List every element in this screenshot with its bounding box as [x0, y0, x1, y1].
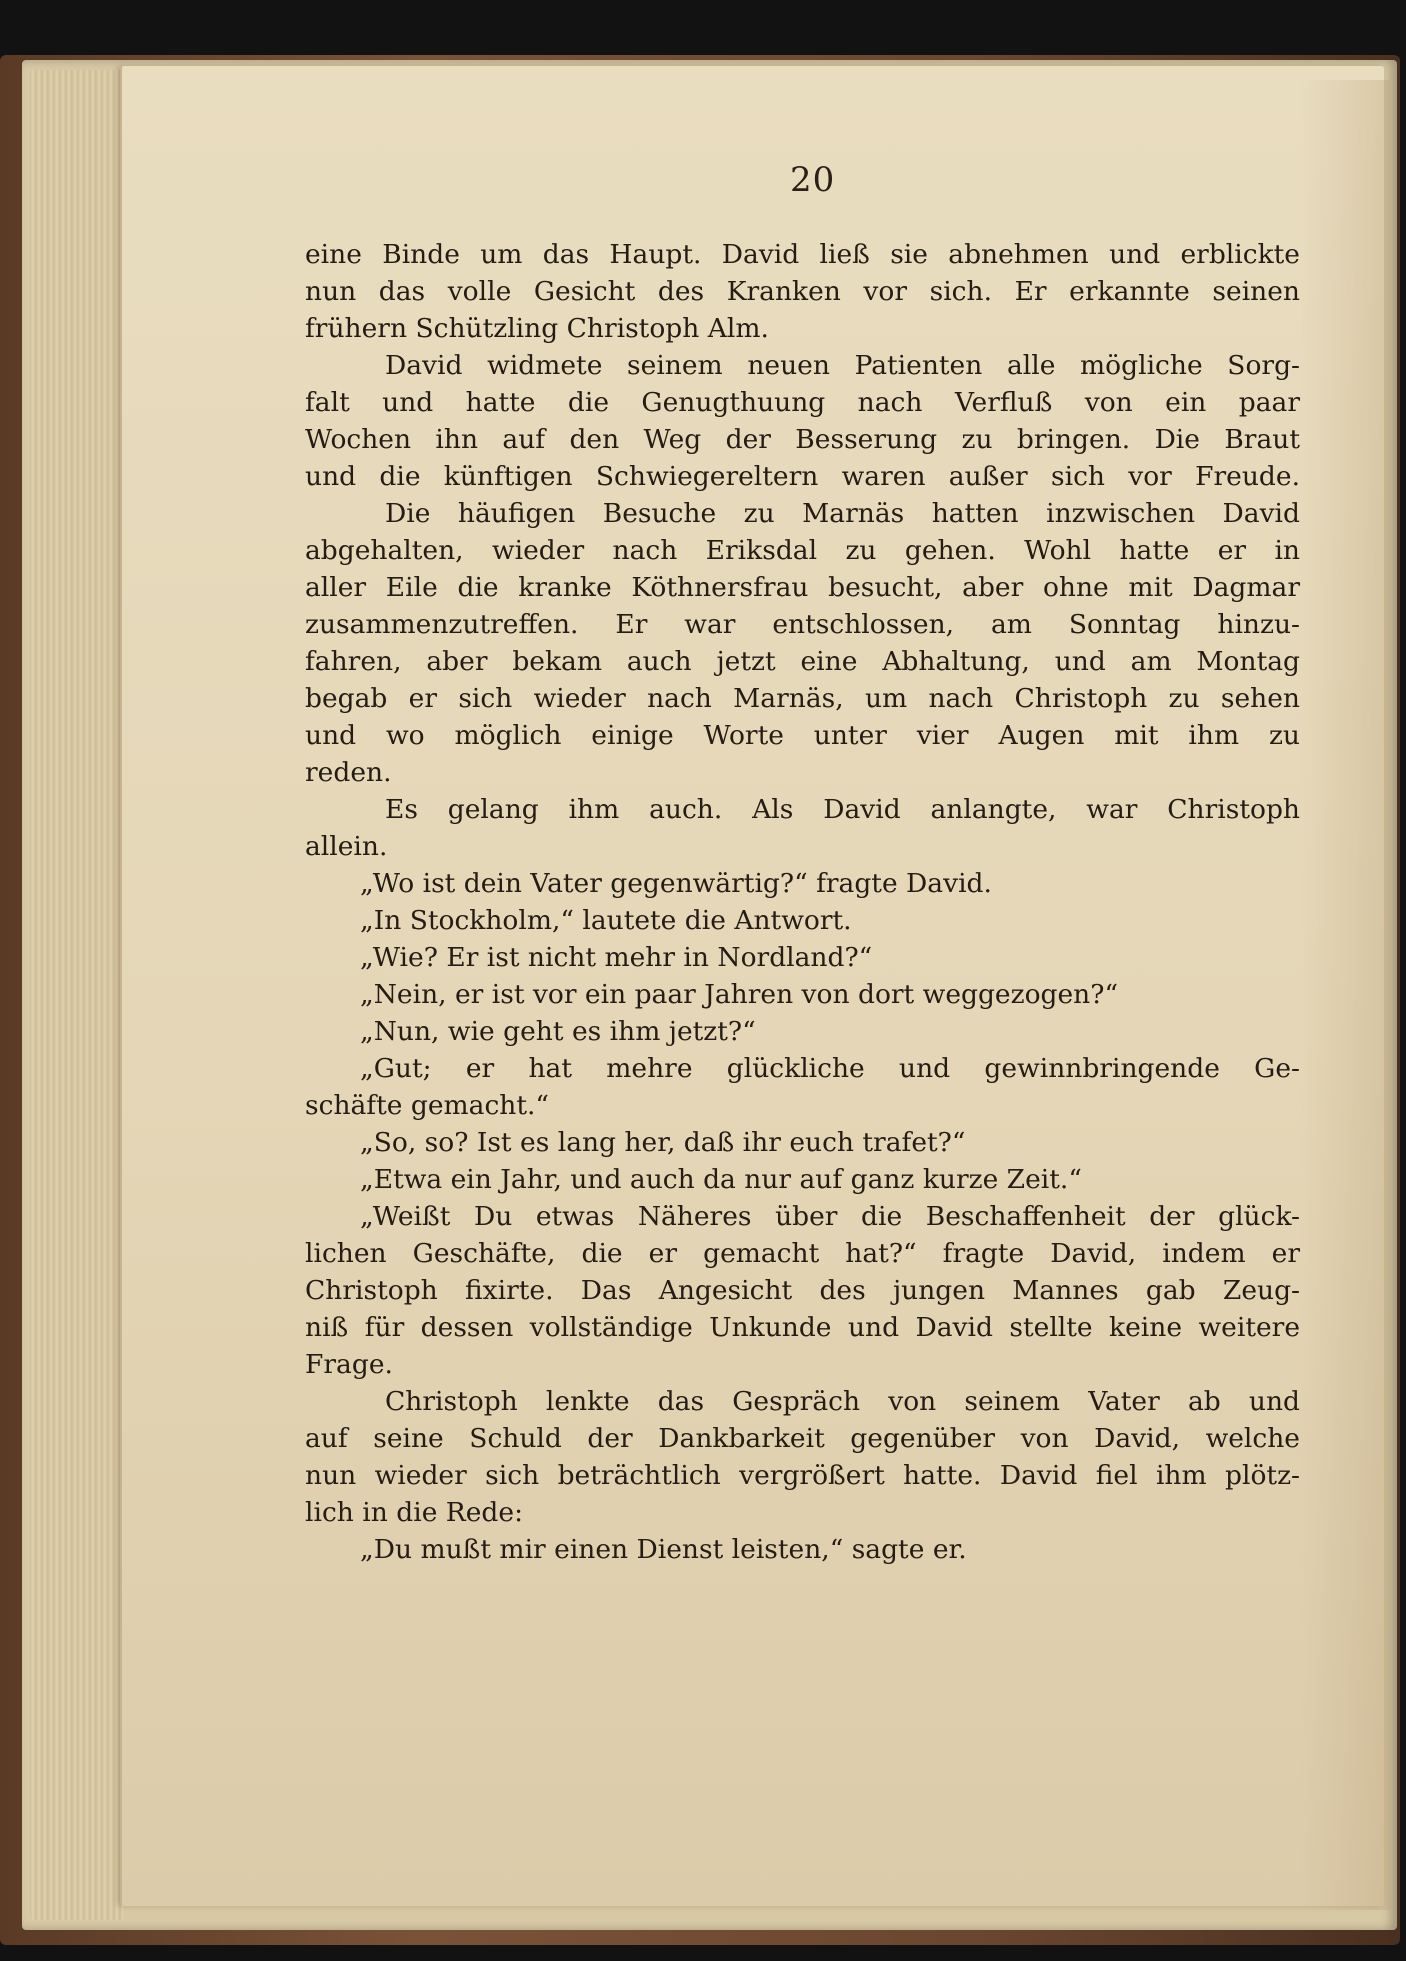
text-line: Frage.: [305, 1349, 393, 1380]
text-line: Die häufigen Besuche zu Marnäs hatten inzwischen David: [385, 498, 1300, 529]
page-shadow: [1300, 80, 1390, 1910]
text-line: auf seine Schuld der Dankbarkeit gegenüber von David, welche: [305, 1423, 1300, 1454]
text-line: „So, so? Ist es lang her, daß ihr euch trafet?“: [360, 1127, 966, 1158]
text-line: aller Eile die kranke Köthnersfrau besucht, aber ohne mit Dagmar: [305, 572, 1300, 603]
text-line: David widmete seinem neuen Patienten alle mögliche Sorg-: [385, 350, 1300, 381]
text-line: „Nun, wie geht es ihm jetzt?“: [360, 1016, 756, 1047]
text-line: und wo möglich einige Worte unter vier Augen mit ihm zu: [305, 720, 1300, 751]
text-line: Christoph fixirte. Das Angesicht des jungen Mannes gab Zeug-: [305, 1275, 1300, 1306]
text-line: „Du mußt mir einen Dienst leisten,“ sagte er.: [360, 1534, 967, 1565]
page-number: 20: [790, 160, 836, 200]
text-line: schäfte gemacht.“: [305, 1090, 549, 1121]
text-line: „Wo ist dein Vater gegenwärtig?“ fragte David.: [360, 868, 992, 899]
text-line: nun wieder sich beträchtlich vergrößert hatte. David fiel ihm plötz-: [305, 1460, 1300, 1491]
text-line: Christoph lenkte das Gespräch von seinem Vater ab und: [385, 1386, 1300, 1417]
text-line: „Nein, er ist vor ein paar Jahren von dort weggezogen?“: [360, 979, 1118, 1010]
text-line: reden.: [305, 757, 392, 788]
text-line: „In Stockholm,“ lautete die Antwort.: [360, 905, 852, 936]
text-line: Es gelang ihm auch. Als David anlangte, war Christoph: [385, 794, 1300, 825]
text-line: nun das volle Gesicht des Kranken vor sich. Er erkannte seinen: [305, 276, 1300, 307]
text-line: eine Binde um das Haupt. David ließ sie abnehmen und erblickte: [305, 239, 1300, 270]
text-line: frühern Schützling Christoph Alm.: [305, 313, 769, 344]
text-line: abgehalten, wieder nach Eriksdal zu gehen. Wohl hatte er in: [305, 535, 1300, 566]
text-line: lichen Geschäfte, die er gemacht hat?“ fragte David, indem er: [305, 1238, 1300, 1269]
text-line: „Gut; er hat mehre glückliche und gewinnbringende Ge-: [360, 1053, 1300, 1084]
text-line: falt und hatte die Genugthuung nach Verfluß von ein paar: [305, 387, 1300, 418]
text-line: und die künftigen Schwiegereltern waren außer sich vor Freude.: [305, 461, 1300, 492]
text-line: niß für dessen vollständige Unkunde und David stellte keine weitere: [305, 1312, 1300, 1343]
text-line: „Etwa ein Jahr, und auch da nur auf ganz kurze Zeit.“: [360, 1164, 1082, 1195]
text-line: begab er sich wieder nach Marnäs, um nach Christoph zu sehen: [305, 683, 1300, 714]
page-edges: [30, 70, 125, 1920]
text-line: „Weißt Du etwas Näheres über die Beschaffenheit der glück-: [360, 1201, 1300, 1232]
text-line: zusammenzutreffen. Er war entschlossen, am Sonntag hinzu-: [305, 609, 1300, 640]
text-line: Wochen ihn auf den Weg der Besserung zu bringen. Die Braut: [305, 424, 1300, 455]
text-line: fahren, aber bekam auch jetzt eine Abhaltung, und am Montag: [305, 646, 1300, 677]
body-text: [305, 236, 1300, 1568]
text-line: „Wie? Er ist nicht mehr in Nordland?“: [360, 942, 873, 973]
text-line: allein.: [305, 831, 388, 862]
text-line: lich in die Rede:: [305, 1497, 524, 1528]
